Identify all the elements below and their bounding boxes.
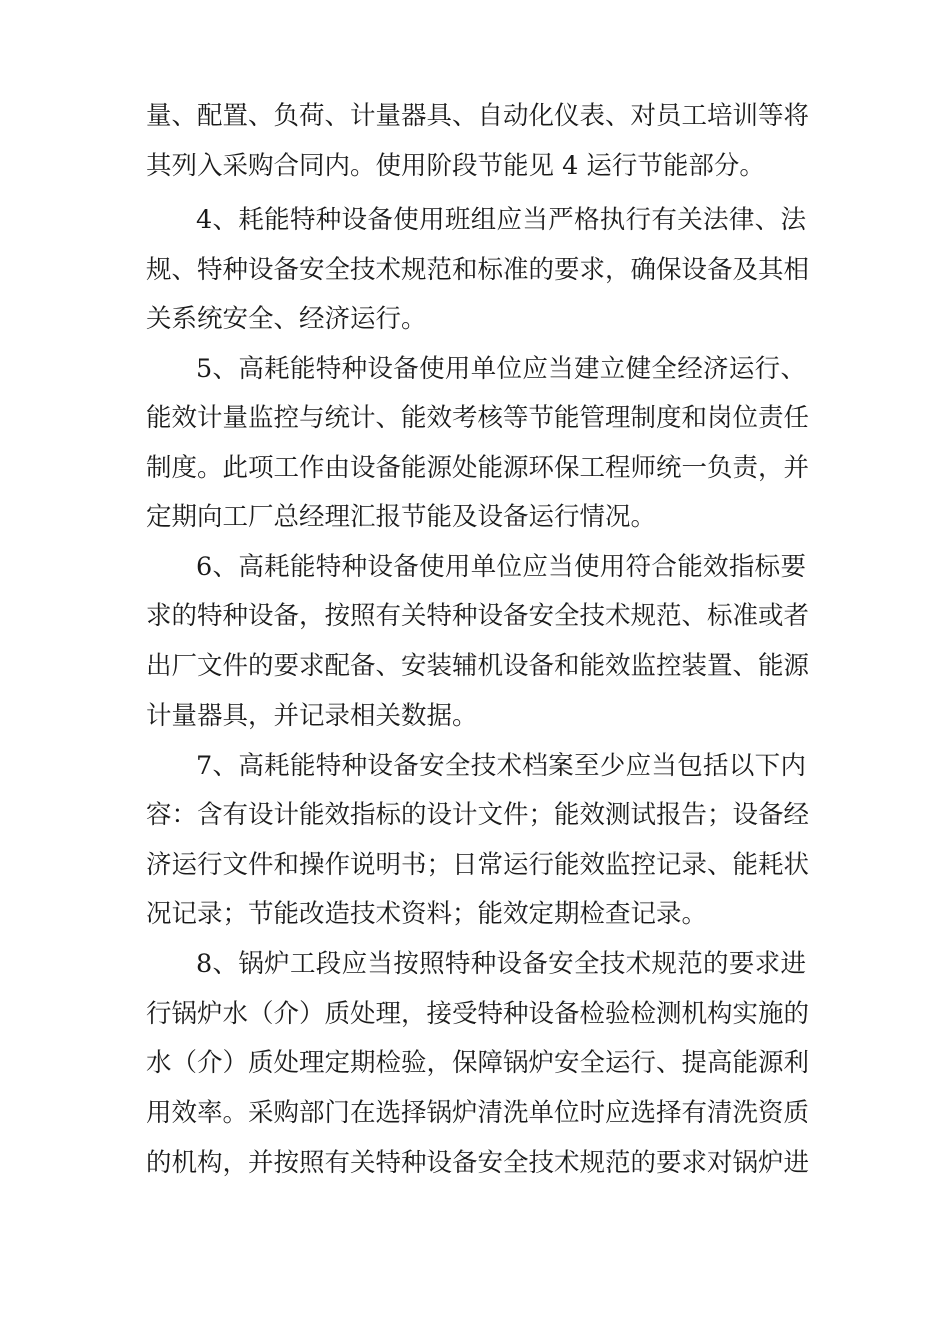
paragraph-line: 6、高耗能特种设备使用单位应当使用符合能效指标要	[196, 552, 806, 582]
paragraph-line: 关系统安全、经济运行。	[146, 304, 427, 334]
paragraph-line: 的机构，并按照有关特种设备安全技术规范的要求对锅炉进	[146, 1148, 810, 1178]
paragraph-line: 水（介）质处理定期检验，保障锅炉安全运行、提高能源利	[146, 1048, 810, 1078]
paragraph-line: 计量器具，并记录相关数据。	[146, 701, 478, 731]
paragraph-line: 容：含有设计能效指标的设计文件；能效测试报告；设备经	[146, 800, 810, 830]
paragraph-line: 行锅炉水（介）质处理，接受特种设备检验检测机构实施的	[146, 999, 810, 1029]
paragraph-line: 5、高耗能特种设备使用单位应当建立健全经济运行、	[196, 354, 806, 384]
paragraph-line: 济运行文件和操作说明书；日常运行能效监控记录、能耗状	[146, 850, 810, 880]
paragraph-line: 况记录；节能改造技术资料；能效定期检查记录。	[146, 899, 708, 929]
paragraph-line: 用效率。采购部门在选择锅炉清洗单位时应选择有清洗资质	[146, 1098, 810, 1128]
paragraph-line: 量、配置、负荷、计量器具、自动化仪表、对员工培训等将	[146, 101, 810, 131]
paragraph-line: 7、高耗能特种设备安全技术档案至少应当包括以下内	[196, 751, 806, 781]
paragraph-line: 8、锅炉工段应当按照特种设备安全技术规范的要求进	[196, 949, 806, 979]
paragraph-line: 能效计量监控与统计、能效考核等节能管理制度和岗位责任	[146, 403, 810, 433]
paragraph-line: 制度。此项工作由设备能源处能源环保工程师统一负责，并	[146, 453, 810, 483]
paragraph-line: 出厂文件的要求配备、安装辅机设备和能效监控装置、能源	[146, 651, 810, 681]
paragraph-line: 其列入采购合同内。使用阶段节能见 4 运行节能部分。	[146, 151, 765, 181]
paragraph-line: 求的特种设备，按照有关特种设备安全技术规范、标准或者	[146, 601, 810, 631]
paragraph-line: 4、耗能特种设备使用班组应当严格执行有关法律、法	[196, 205, 806, 235]
paragraph-line: 定期向工厂总经理汇报节能及设备运行情况。	[146, 502, 657, 532]
paragraph-line: 规、特种设备安全技术规范和标准的要求，确保设备及其相	[146, 255, 810, 285]
